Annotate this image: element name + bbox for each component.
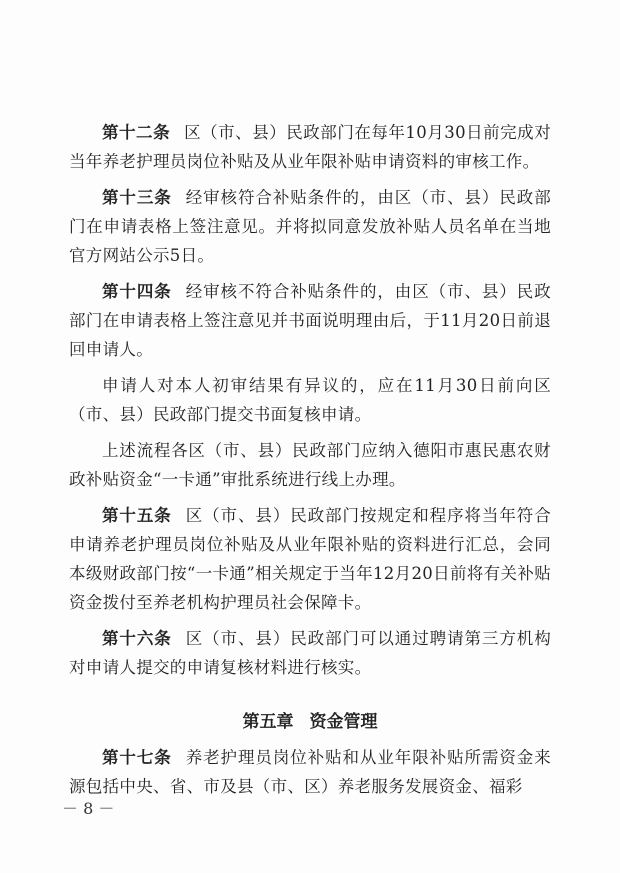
article-17 — [69, 743, 551, 801]
chapter-heading — [69, 708, 551, 737]
article-12 — [69, 118, 551, 176]
paragraph-appeal: 申请人对本人初审结果有异议的，应在11月30日前向区（市、县）民政部门提交书面复核申请。 — [69, 376, 551, 424]
chapter-number: 第五章 — [242, 712, 294, 732]
article-label: 第十七条 — [102, 748, 172, 767]
paragraph-process: 上述流程各区（市、县）民政部门应纳入德阳市惠民惠农财政补贴资金“一卡通”审批系统进行线上办理。 — [69, 441, 551, 489]
article-text: 养老护理员岗位补贴和从业年限补贴所需资金来源包括中央、省、市及县（市、区）养老服务发展资金、福彩 — [69, 748, 551, 796]
article-14 — [69, 277, 551, 364]
article-15 — [69, 501, 551, 617]
article-label: 第十二条 — [102, 123, 171, 142]
article-label: 第十三条 — [102, 188, 172, 207]
article-text: 区（市、县）民政部门可以通过聘请第三方机构对申请人提交的申请复核材料进行核实。 — [69, 629, 551, 677]
document-body — [69, 118, 551, 808]
article-text: 经审核符合补贴条件的，由区（市、县）民政部门在申请表格上签注意见。并将拟同意发放补贴人员名单在当地官方网站公示5日。 — [69, 188, 551, 265]
article-13 — [69, 183, 551, 270]
article-text: 区（市、县）民政部门在每年10月30日前完成对当年养老护理员岗位补贴及从业年限补贴申请资料的审核工作。 — [69, 123, 551, 171]
article-label: 第十六条 — [102, 629, 172, 648]
article-label: 第十四条 — [102, 282, 172, 301]
article-text: 区（市、县）民政部门按规定和程序将当年符合申请养老护理员岗位补贴及从业年限补贴的资料进行汇总，会同本级财政部门按“一卡通”相关规定于当年12月20日前将有关补贴资金拨付至养老机构护理员社会保障卡。 — [69, 506, 551, 612]
page-number: － 8 － — [62, 799, 115, 818]
article-text: 经审核不符合补贴条件的，由区（市、县）民政部门在申请表格上签注意见并书面说明理由后，于11月20日前退回申请人。 — [69, 282, 551, 359]
article-label: 第十五条 — [102, 506, 172, 525]
chapter-title: 资金管理 — [309, 712, 378, 732]
article-16 — [69, 624, 551, 682]
